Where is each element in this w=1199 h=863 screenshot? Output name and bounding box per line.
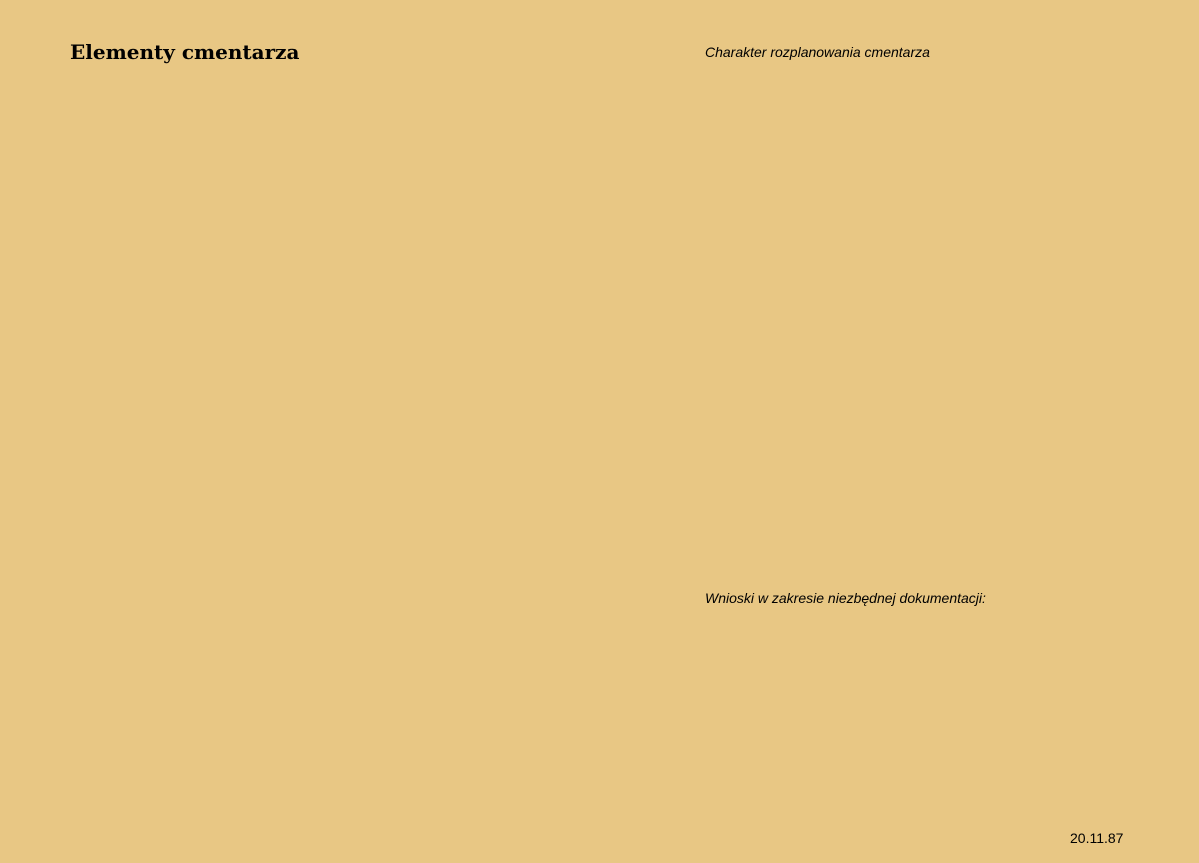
section-23: Charakter rozplanowania cmentarza [705,44,930,60]
page-title: Elementy cmentarza [70,40,300,64]
section-28: Wnioski w zakresie niezbędnej dokumentacji: [705,590,986,606]
date: 20.11.87 [1070,830,1124,846]
